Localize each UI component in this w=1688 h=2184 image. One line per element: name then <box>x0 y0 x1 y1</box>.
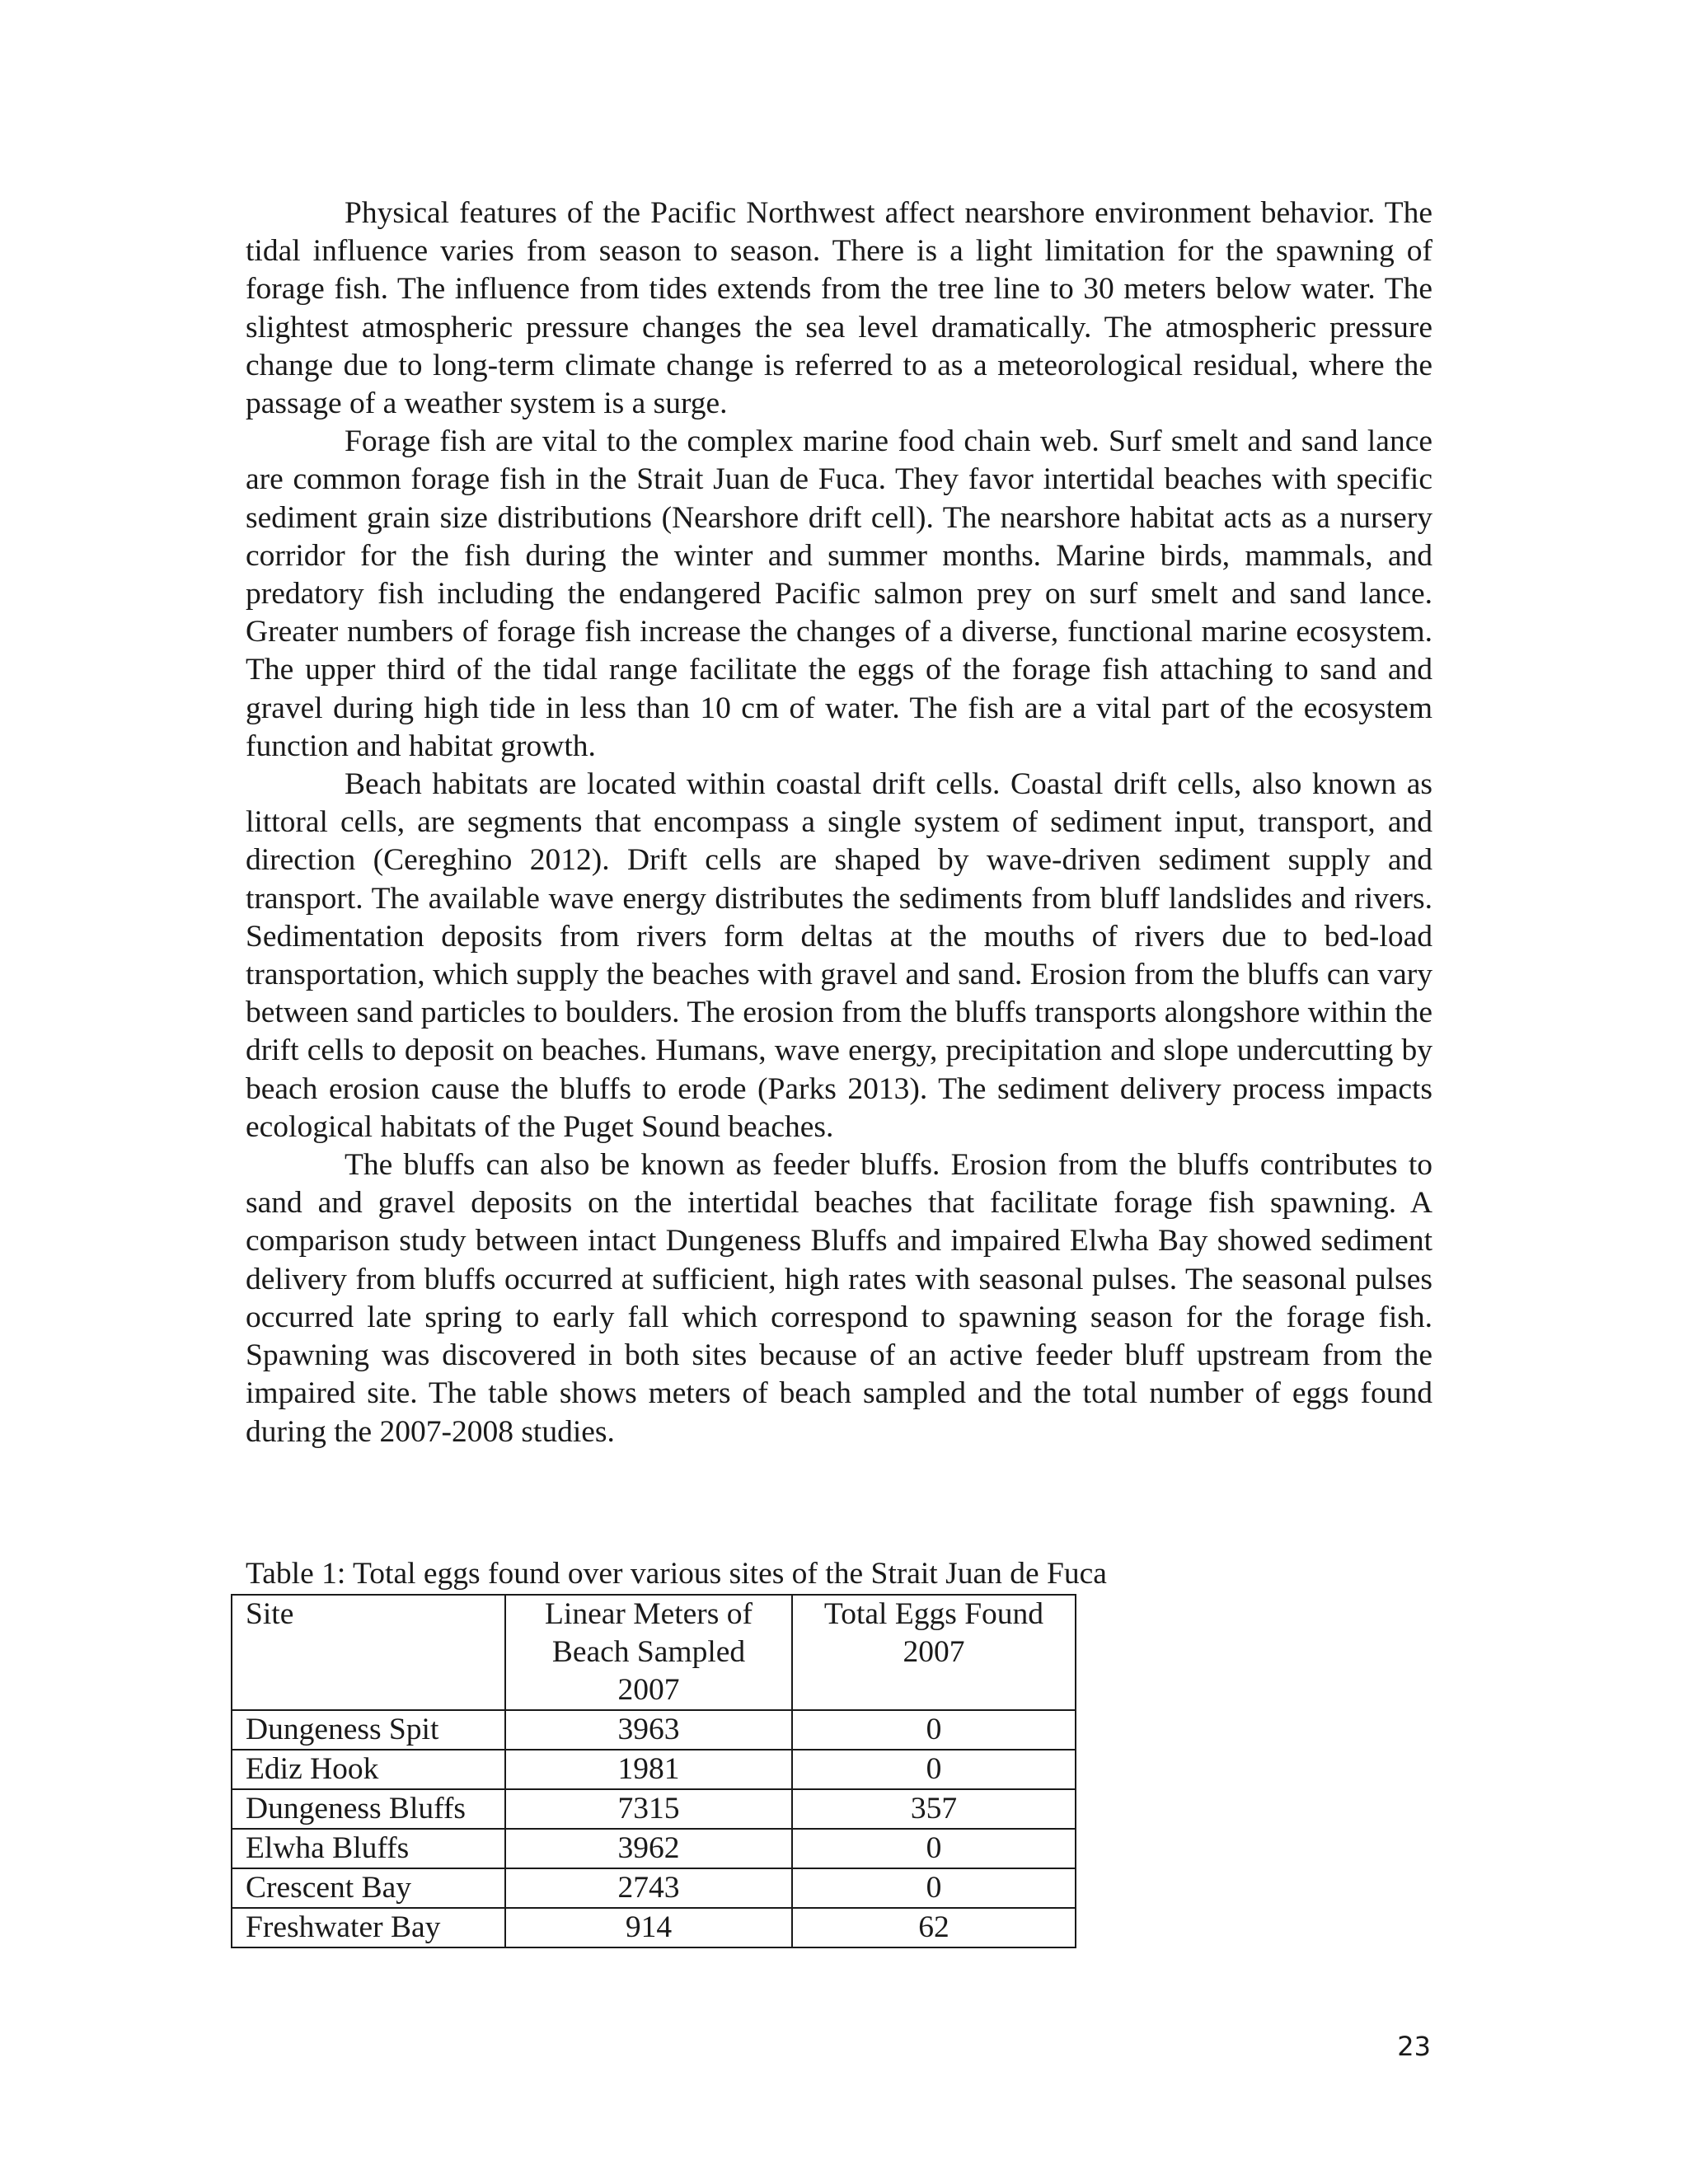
cell-meters: 2743 <box>505 1868 792 1908</box>
cell-meters: 1981 <box>505 1750 792 1789</box>
cell-eggs: 0 <box>792 1868 1076 1908</box>
table-header-row <box>232 1595 1076 1710</box>
body-text <box>246 194 1432 1451</box>
header-site: Site <box>232 1595 505 1710</box>
cell-meters: 914 <box>505 1908 792 1947</box>
paragraph-feeder-bluffs: The bluffs can also be known as feeder bluffs. Erosion from the bluffs contributes to sand and gravel deposits on the intertidal beaches that facilitate forage fish spawning. A comparison study between intact Dungeness Bluffs and impaired Elwha Bay showed sediment delivery from bluffs occurred at sufficient, high rates with seasonal pulses. The seasonal pulses occurred late spring to early fall which correspond to spawning season for the forage fish. Spawning was discovered in both sites because of an active feeder bluff upstream from the impaired site. The table shows meters of beach sampled and the total number of eggs found during the 2007-2008 studies. <box>246 1148 1432 1449</box>
table-row <box>232 1829 1076 1868</box>
table-row <box>232 1789 1076 1829</box>
header-eggs: Total Eggs Found 2007 <box>792 1595 1076 1710</box>
table-caption: Table 1: Total eggs found over various sites of the Strait Juan de Fuca <box>246 1557 1107 1591</box>
table-row <box>232 1710 1076 1750</box>
header-meters: Linear Meters of Beach Sampled 2007 <box>505 1595 792 1710</box>
cell-site: Ediz Hook <box>232 1750 505 1789</box>
cell-site: Dungeness Spit <box>232 1710 505 1750</box>
paragraph-beach-habitats: Beach habitats are located within coastal drift cells. Coastal drift cells, also known as littoral cells, are segments that encompass a single system of sediment input, transport, and direction (Cereghino 2012). Drift cells are shaped by wave-driven sediment supply and transport. The available wave energy distributes the sediments from bluff landslides and rivers. Sedimentation deposits from rivers form deltas at the mouths of rivers due to bed-load transportation, which supply the beaches with gravel and sand. Erosion from the bluffs can vary between sand particles to boulders. The erosion from the bluffs transports alongshore within the drift cells to deposit on beaches. Humans, wave energy, precipitation and slope undercutting by beach erosion cause the bluffs to erode (Parks 2013). The sediment delivery process impacts ecological habitats of the Puget Sound beaches. <box>246 767 1432 1144</box>
paragraph-physical-features: Physical features of the Pacific Northwest affect nearshore environment behavior. The tidal influence varies from season to season. There is a light limitation for the spawning of forage fish. The influence from tides extends from the tree line to 30 meters below water. The slightest atmospheric pressure changes the sea level dramatically. The atmospheric pressure change due to long-term climate change is referred to as a meteorological residual, where the passage of a weather system is a surge. <box>246 196 1432 421</box>
page-number: 23 <box>1397 2031 1431 2062</box>
cell-eggs: 0 <box>792 1710 1076 1750</box>
cell-eggs: 0 <box>792 1829 1076 1868</box>
cell-site: Dungeness Bluffs <box>232 1789 505 1829</box>
eggs-table <box>231 1594 1076 1948</box>
paragraph-forage-fish: Forage fish are vital to the complex marine food chain web. Surf smelt and sand lance are common forage fish in the Strait Juan de Fuca. They favor intertidal beaches with specific sediment grain size distributions (Nearshore drift cell). The nearshore habitat acts as a nursery corridor for the fish during the winter and summer months. Marine birds, mammals, and predatory fish including the endangered Pacific salmon prey on surf smelt and sand lance. Greater numbers of forage fish increase the changes of a diverse, functional marine ecosystem. The upper third of the tidal range facilitate the eggs of the forage fish attaching to sand and gravel during high tide in less than 10 cm of water. The fish are a vital part of the ecosystem function and habitat growth. <box>246 424 1432 763</box>
cell-site: Crescent Bay <box>232 1868 505 1908</box>
cell-meters: 7315 <box>505 1789 792 1829</box>
table-row <box>232 1868 1076 1908</box>
cell-site: Elwha Bluffs <box>232 1829 505 1868</box>
table-row <box>232 1750 1076 1789</box>
cell-meters: 3962 <box>505 1829 792 1868</box>
cell-eggs: 0 <box>792 1750 1076 1789</box>
cell-eggs: 62 <box>792 1908 1076 1947</box>
cell-eggs: 357 <box>792 1789 1076 1829</box>
table-row <box>232 1908 1076 1947</box>
cell-site: Freshwater Bay <box>232 1908 505 1947</box>
cell-meters: 3963 <box>505 1710 792 1750</box>
